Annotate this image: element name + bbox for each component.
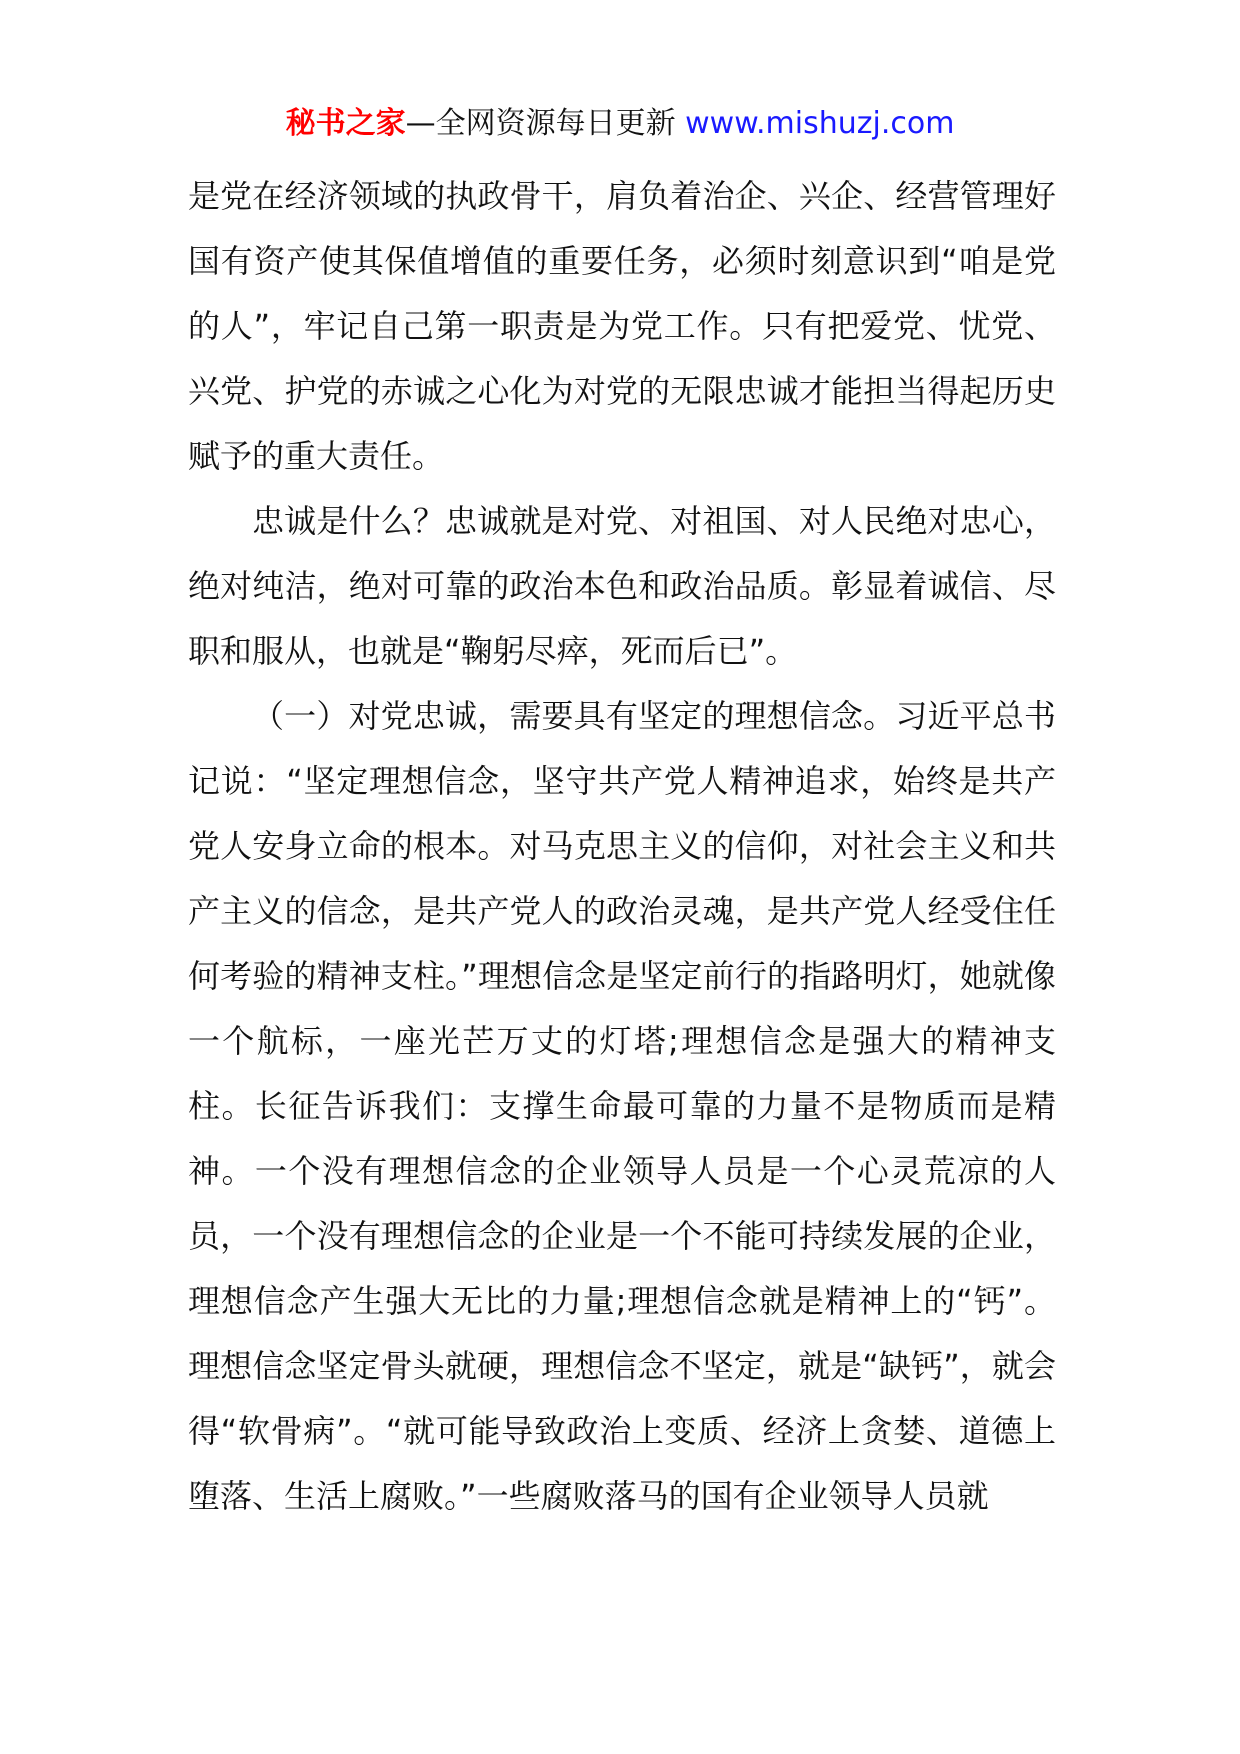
paragraph-loyalty-definition: 忠诚是什么？忠诚就是对党、对祖国、对人民绝对忠心，绝对纯洁，绝对可靠的政治本色和政治品质。彰显着诚信、尽职和服从，也就是“鞠躬尽瘁，死而后已”。	[188, 502, 1056, 670]
header-tagline: —全网资源每日更新	[405, 106, 686, 141]
paragraph-continued: 是党在经济领域的执政骨干，肩负着治企、兴企、经营管理好国有资产使其保值增值的重要任务，必须时刻意识到“咱是党的人”，牢记自己第一职责是为党工作。只有把爱党、忧党、兴党、护党的赤诚之心化为对党的无限忠诚才能担当得起历史赋予的重大责任。	[188, 177, 1056, 475]
document-body	[188, 164, 1056, 1529]
page-header	[0, 104, 1240, 144]
brand-name: 秘书之家	[285, 106, 406, 141]
site-url-link[interactable]: www.mishuzj.com	[685, 106, 955, 141]
paragraph-ideals-beliefs: （一）对党忠诚，需要具有坚定的理想信念。习近平总书记说：“坚定理想信念，坚守共产党人精神追求，始终是共产党人安身立命的根本。对马克思主义的信仰，对社会主义和共产主义的信念，是共产党人的政治灵魂，是共产党人经受住任何考验的精神支柱。”理想信念是坚定前行的指路明灯，她就像一个航标，一座光芒万丈的灯塔;理想信念是强大的精神支柱。长征告诉我们：支撑生命最可靠的力量不是物质而是精神。一个没有理想信念的企业领导人员是一个心灵荒凉的人员，一个没有理想信念的企业是一个不能可持续发展的企业，理想信念产生强大无比的力量;理想信念就是精神上的“钙”。理想信念坚定骨头就硬，理想信念不坚定，就是“缺钙”，就会得“软骨病”。“就可能导致政治上变质、经济上贪婪、道德上堕落、生活上腐败。”一些腐败落马的国有企业领导人员就	[188, 697, 1056, 1515]
